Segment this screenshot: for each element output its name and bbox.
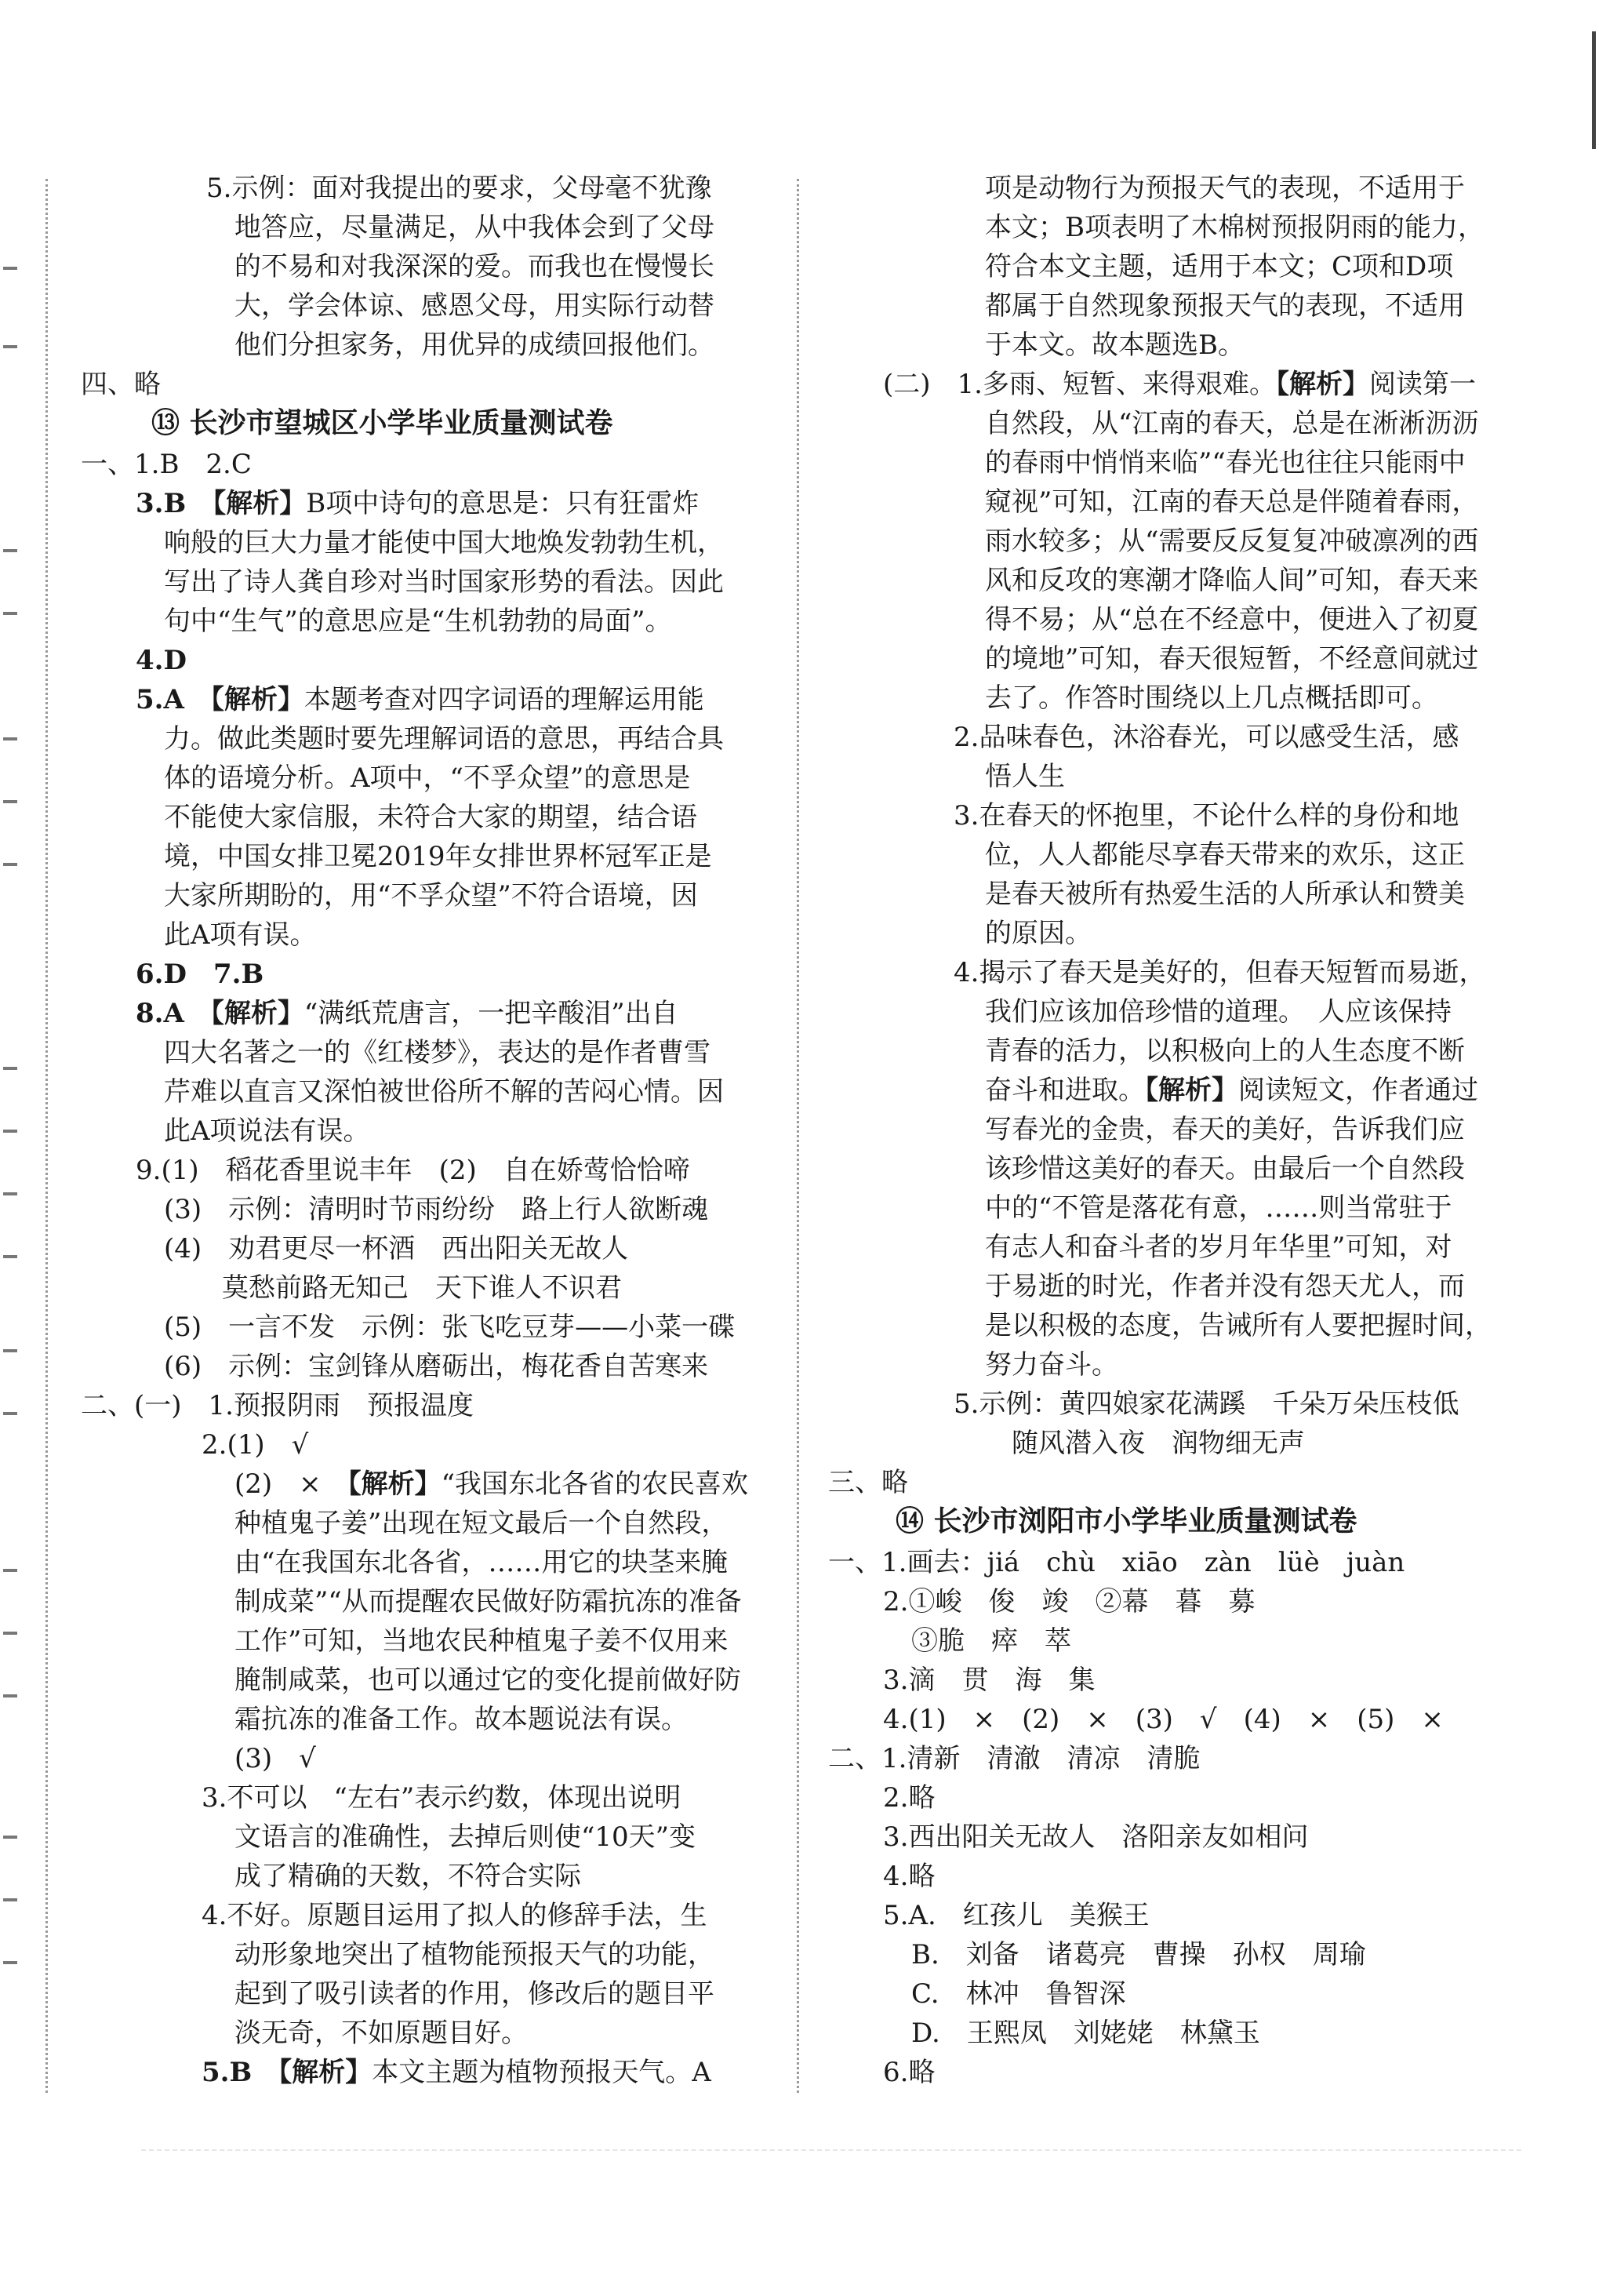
answer-line: 5.示例：面对我提出的要求，父母毫不犹豫 — [206, 173, 712, 204]
answer-line: 是春天被所有热爱生活的人所承认和赞美 — [985, 879, 1465, 910]
answer-line: 腌制咸菜，也可以通过它的变化提前做好防 — [234, 1665, 741, 1696]
answer-line: 3.滴 贯 海 集 — [883, 1665, 1096, 1696]
answer-line: ③脆 瘁 萃 — [911, 1625, 1071, 1657]
answer-line: 随风潜入夜 润物细无声 — [1012, 1428, 1305, 1459]
answer-line: 于本文。故本题选B。 — [985, 329, 1245, 361]
answer-line: 2.品味春色，沐浴春光，可以感受生活，感 — [954, 722, 1459, 753]
answer-line: 3.在春天的怀抱里，不论什么样的身份和地 — [954, 800, 1459, 831]
answer-line: 本文；B项表明了木棉树预报阴雨的能力， — [985, 212, 1485, 243]
answer-line: 的境地”可知，春天很短暂，不经意间就过 — [985, 643, 1479, 675]
answer-line: 4.D — [136, 645, 187, 676]
answer-line: 写出了诗人龚自珍对当时国家形势的看法。因此 — [164, 566, 724, 598]
answer-line: 6.D 7.B — [136, 959, 264, 990]
answer-line: 项是动物行为预报天气的表现，不适用于 — [985, 173, 1465, 204]
analysis-tag: 【解析】 — [210, 684, 304, 715]
answer-line: 3.B 【解析】B项中诗句的意思是：只有狂雷炸 — [136, 488, 700, 519]
answer-line: 自然段，从“江南的春天，总是在淅淅沥沥 — [985, 408, 1479, 439]
answer-line: 是以积极的态度，告诫所有人要把握时间， — [985, 1310, 1492, 1341]
answer-line: 5.B 【解析】本文主题为植物预报天气。A — [202, 2057, 711, 2088]
answer-line: 得不易；从“总在不经意中，便进入了初夏 — [985, 604, 1479, 635]
analysis-tag: 【解析】 — [1145, 1075, 1238, 1106]
answer-line: 他们分担家务，用优异的成绩回报他们。 — [234, 329, 714, 361]
answer-line: 中的“不管是落花有意，……则当常驻于 — [985, 1192, 1452, 1224]
analysis-tag: 【解析】 — [347, 1468, 442, 1500]
analysis-tag: 【解析】 — [278, 2057, 372, 2088]
answer-line: 2.(1) √ — [202, 1429, 309, 1461]
answer-line: 动形象地突出了植物能预报天气的功能， — [234, 1939, 714, 1970]
bleed-through-edge — [0, 235, 22, 2039]
answer-line: (6) 示例：宝剑锋从磨砺出，梅花香自苦寒来 — [164, 1351, 709, 1382]
answer-line: 写春光的金贵，春天的美好，告诉我们应 — [985, 1114, 1465, 1145]
answer-line: 四大名著之一的《红楼梦》，表达的是作者曹雪 — [164, 1037, 710, 1068]
section-heading: 四、略 — [81, 369, 161, 400]
answer-line: 悟人生 — [985, 761, 1065, 792]
answer-line: 文语言的准确性，去掉后则使“10天”变 — [234, 1821, 696, 1853]
answer-line: (3) 示例：清明时节雨纷纷 路上行人欲断魂 — [164, 1194, 709, 1225]
answer-line: 去了。作答时围绕以上几点概括即可。 — [985, 682, 1438, 714]
answer-line: 一、1.B 2.C — [81, 449, 252, 480]
answer-line: 二、(一) 1.预报阴雨 预报温度 — [81, 1390, 474, 1421]
answer-line: (4) 劝君更尽一杯酒 西出阳关无故人 — [164, 1233, 629, 1264]
answer-line: 都属于自然现象预报天气的表现，不适用 — [985, 290, 1465, 322]
binding-edge-mark — [1592, 31, 1596, 149]
answer-line: 奋斗和进取。【解析】阅读短文，作者通过 — [985, 1075, 1478, 1106]
answer-line: (2) × 【解析】“我国东北各省的农民喜欢 — [234, 1468, 749, 1500]
answer-line: 雨水较多；从“需要反反复复冲破凛冽的西 — [985, 526, 1479, 557]
answer-line: 符合本文主题，适用于本文；C项和D项 — [985, 251, 1454, 282]
answer-line: 淡无奇，不如原题目好。 — [234, 2018, 528, 2049]
answer-line: 制成菜”“从而提醒农民做好防霜抗冻的准备 — [234, 1586, 742, 1617]
answer-line: (5) 一言不发 示例：张飞吃豆芽——小菜一碟 — [164, 1312, 736, 1343]
answer-line: 地答应，尽量满足，从中我体会到了父母 — [234, 212, 714, 243]
answer-line: 8.A 【解析】“满纸荒唐言，一把辛酸泪”出自 — [136, 998, 678, 1029]
answer-line: (二) 1.多雨、短暂、来得艰难。【解析】阅读第一 — [883, 369, 1476, 400]
answer-line: 境，中国女排卫冕2019年女排世界杯冠军正是 — [164, 841, 712, 872]
answer-line: 大，学会体谅、感恩父母，用实际行动替 — [234, 290, 714, 322]
answer-line: 有志人和奋斗者的岁月年华里”可知，对 — [985, 1232, 1452, 1263]
answer-line: 成了精确的天数，不符合实际 — [234, 1861, 581, 1892]
answer-line: 位，人人都能尽享春天带来的欢乐，这正 — [985, 839, 1465, 871]
answer-line: 5.A. 红孩儿 美猴王 — [883, 1900, 1150, 1931]
left-margin-dotted-rule — [45, 179, 48, 2093]
answer-line: 响般的巨大力量才能使中国大地焕发勃勃生机， — [164, 527, 724, 559]
answer-line: 青春的活力，以积极向上的人生态度不断 — [985, 1035, 1465, 1067]
answer-line: 3.西出阳关无故人 洛阳亲友如相问 — [883, 1821, 1309, 1853]
answer-line: 风和反攻的寒潮才降临人间”可知，春天来 — [985, 565, 1479, 596]
answer-line: 该珍惜这美好的春天。由最后一个自然段 — [985, 1153, 1465, 1184]
answer-line: 芹难以直言又深怕被世俗所不解的苦闷心情。因 — [164, 1076, 724, 1108]
analysis-tag: 【解析】 — [210, 998, 304, 1029]
answer-line: D. 王熙凤 刘姥姥 林黛玉 — [911, 2018, 1260, 2049]
answer-line: 窥视”可知，江南的春天总是伴随着春雨， — [985, 486, 1479, 518]
answer-line: 起到了吸引读者的作用，修改后的题目平 — [234, 1978, 714, 2010]
answer-line: 努力奋斗。 — [985, 1349, 1118, 1381]
answer-line: 的春雨中悄悄来临”“春光也往往只能雨中 — [985, 447, 1466, 478]
answer-line: 于易逝的时光，作者并没有怨天尤人，而 — [985, 1271, 1465, 1302]
answer-line: 的原因。 — [985, 918, 1092, 949]
section-heading: 三、略 — [828, 1467, 908, 1498]
analysis-tag: 【解析】 — [1275, 369, 1369, 400]
answer-line: 句中“生气”的意思应是“生机勃勃的局面”。 — [164, 606, 672, 637]
answer-line: 此A项有误。 — [164, 919, 317, 951]
answer-line: 莫愁前路无知己 天下谁人不识君 — [222, 1272, 622, 1304]
answer-line: B. 刘备 诸葛亮 曹操 孙权 周瑜 — [911, 1939, 1366, 1970]
column-divider — [797, 179, 799, 2093]
answer-line: 我们应该加倍珍惜的道理。 人应该保持 — [985, 996, 1452, 1028]
test-title-14: ⑭ 长沙市浏阳市小学毕业质量测试卷 — [896, 1505, 1357, 1537]
analysis-tag: 【解析】 — [213, 488, 307, 519]
answer-line: 4.略 — [883, 1861, 936, 1892]
answer-line: 力。做此类题时要先理解词语的意思，再结合具 — [164, 723, 724, 755]
answer-line: 二、1.清新 清澈 清凉 清脆 — [828, 1743, 1201, 1774]
answer-line: 一、1.画去：jiá chù xiāo zàn lüè juàn — [828, 1547, 1405, 1578]
answer-line: 4.不好。原题目运用了拟人的修辞手法，生 — [202, 1900, 707, 1931]
answer-line: (3) √ — [234, 1743, 316, 1774]
answer-line: 6.略 — [883, 2057, 936, 2088]
answer-line: 的不易和对我深深的爱。而我也在慢慢长 — [234, 251, 714, 282]
answer-line: 不能使大家信服，未符合大家的期望，结合语 — [164, 802, 697, 833]
answer-line: 5.A 【解析】本题考查对四字词语的理解运用能 — [136, 684, 704, 715]
faint-footer-rule — [141, 2149, 1521, 2151]
answer-line: 种植鬼子姜”出现在短文最后一个自然段， — [234, 1508, 729, 1539]
test-title-13: ⑬ 长沙市望城区小学毕业质量测试卷 — [151, 407, 613, 439]
answer-line: 4.(1) × (2) × (3) √ (4) × (5) × — [883, 1704, 1444, 1735]
answer-line: 3.不可以 “左右”表示约数，体现出说明 — [202, 1782, 681, 1814]
answer-line: 9.(1) 稻花香里说丰年 (2) 自在娇莺恰恰啼 — [136, 1155, 690, 1186]
answer-line: 5.示例：黄四娘家花满蹊 千朵万朵压枝低 — [954, 1388, 1459, 1420]
answer-line: 体的语境分析。A项中，“不孚众望”的意思是 — [164, 762, 691, 794]
answer-line: 4.揭示了春天是美好的，但春天短暂而易逝， — [954, 957, 1486, 988]
answer-line: 2.①峻 俊 竣 ②幕 暮 募 — [883, 1586, 1256, 1617]
answer-line: 大家所期盼的，用“不孚众望”不符合语境，因 — [164, 880, 698, 911]
answer-line: 工作”可知，当地农民种植鬼子姜不仅用来 — [234, 1625, 729, 1657]
answer-line: C. 林冲 鲁智深 — [911, 1978, 1126, 2010]
answer-line: 此A项说法有误。 — [164, 1115, 370, 1147]
answer-line: 由“在我国东北各省，……用它的块茎来腌 — [234, 1547, 729, 1578]
answer-line: 2.略 — [883, 1782, 936, 1814]
answer-line: 霜抗冻的准备工作。故本题说法有误。 — [234, 1704, 688, 1735]
